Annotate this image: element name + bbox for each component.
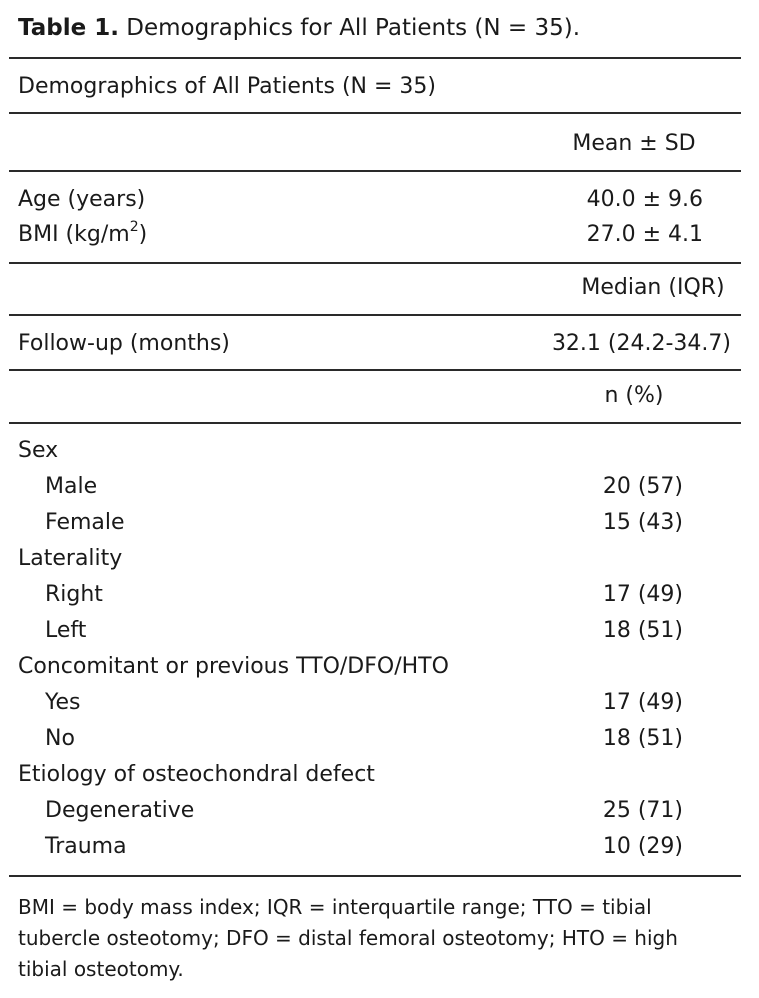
row-value: 17 (49) — [602, 582, 683, 607]
row-label: Right — [45, 582, 103, 607]
row-label: Yes — [45, 690, 81, 715]
header-row-n-pct — [18, 378, 733, 414]
table-row — [18, 793, 733, 829]
rule — [9, 314, 741, 316]
row-value: 15 (43) — [602, 510, 683, 535]
group-row — [18, 433, 733, 469]
row-label: Left — [45, 618, 87, 643]
row-value: 20 (57) — [602, 474, 683, 499]
group-label: Laterality — [18, 546, 123, 571]
row-label: Male — [45, 474, 98, 499]
table-caption — [18, 10, 580, 46]
table-row — [18, 685, 733, 721]
column-header: Mean ± SD — [572, 131, 696, 156]
bottom-rule — [9, 875, 741, 877]
rule — [9, 262, 741, 264]
row-label: BMI $(kg/m^2)$ — [18, 218, 148, 247]
row-value: 40.0 ± 9.6 — [586, 187, 703, 212]
group-row — [18, 757, 733, 793]
row-value: 18 (51) — [602, 618, 683, 643]
column-header: Median (IQR) — [581, 275, 725, 300]
table-title: Demographics of All Patients (N = 35) — [18, 74, 436, 99]
row-label: Degenerative — [45, 798, 195, 823]
row-label: Follow-up (months) — [18, 331, 230, 356]
row-value: 10 (29) — [602, 834, 683, 859]
group-label: Sex — [18, 438, 59, 463]
row-value: 17 (49) — [602, 690, 683, 715]
row-label: No — [45, 726, 75, 751]
group-label: Concomitant or previous TTO/DFO/HTO — [18, 654, 449, 679]
group-row — [18, 541, 733, 577]
rule — [9, 369, 741, 371]
header-row-mean-sd — [18, 126, 733, 162]
header-row-median-iqr — [18, 270, 733, 306]
row-label: Trauma — [45, 834, 127, 859]
column-header: n (%) — [604, 383, 664, 408]
table-row — [18, 217, 733, 253]
table-title-row — [18, 69, 733, 105]
row-label: Age (years) — [18, 187, 146, 212]
table-row — [18, 829, 733, 865]
group-row — [18, 649, 733, 685]
rule — [9, 112, 741, 114]
table-row — [18, 613, 733, 649]
caption-label: Table 1. — [18, 15, 119, 41]
caption-text: Demographics for All Patients (N = 35). — [126, 15, 581, 41]
table-row — [18, 505, 733, 541]
row-label: Female — [45, 510, 125, 535]
table-row — [18, 469, 733, 505]
table-row — [18, 326, 733, 362]
group-label: Etiology of osteochondral defect — [18, 762, 375, 787]
row-value: 25 (71) — [602, 798, 683, 823]
table-row — [18, 577, 733, 613]
row-value: 18 (51) — [602, 726, 683, 751]
table-footnote: BMI = body mass index; IQR = interquartile range; TTO = tibial tubercle osteotomy; DFO = distal femoral osteotomy; HTO = high tibial osteotomy. — [18, 895, 678, 981]
rule — [9, 422, 741, 424]
row-value: 27.0 ± 4.1 — [586, 222, 703, 247]
rule — [9, 170, 741, 172]
top-rule — [9, 57, 741, 59]
table-row — [18, 721, 733, 757]
table-row — [18, 182, 733, 218]
row-value: 32.1 (24.2-34.7) — [551, 331, 731, 356]
